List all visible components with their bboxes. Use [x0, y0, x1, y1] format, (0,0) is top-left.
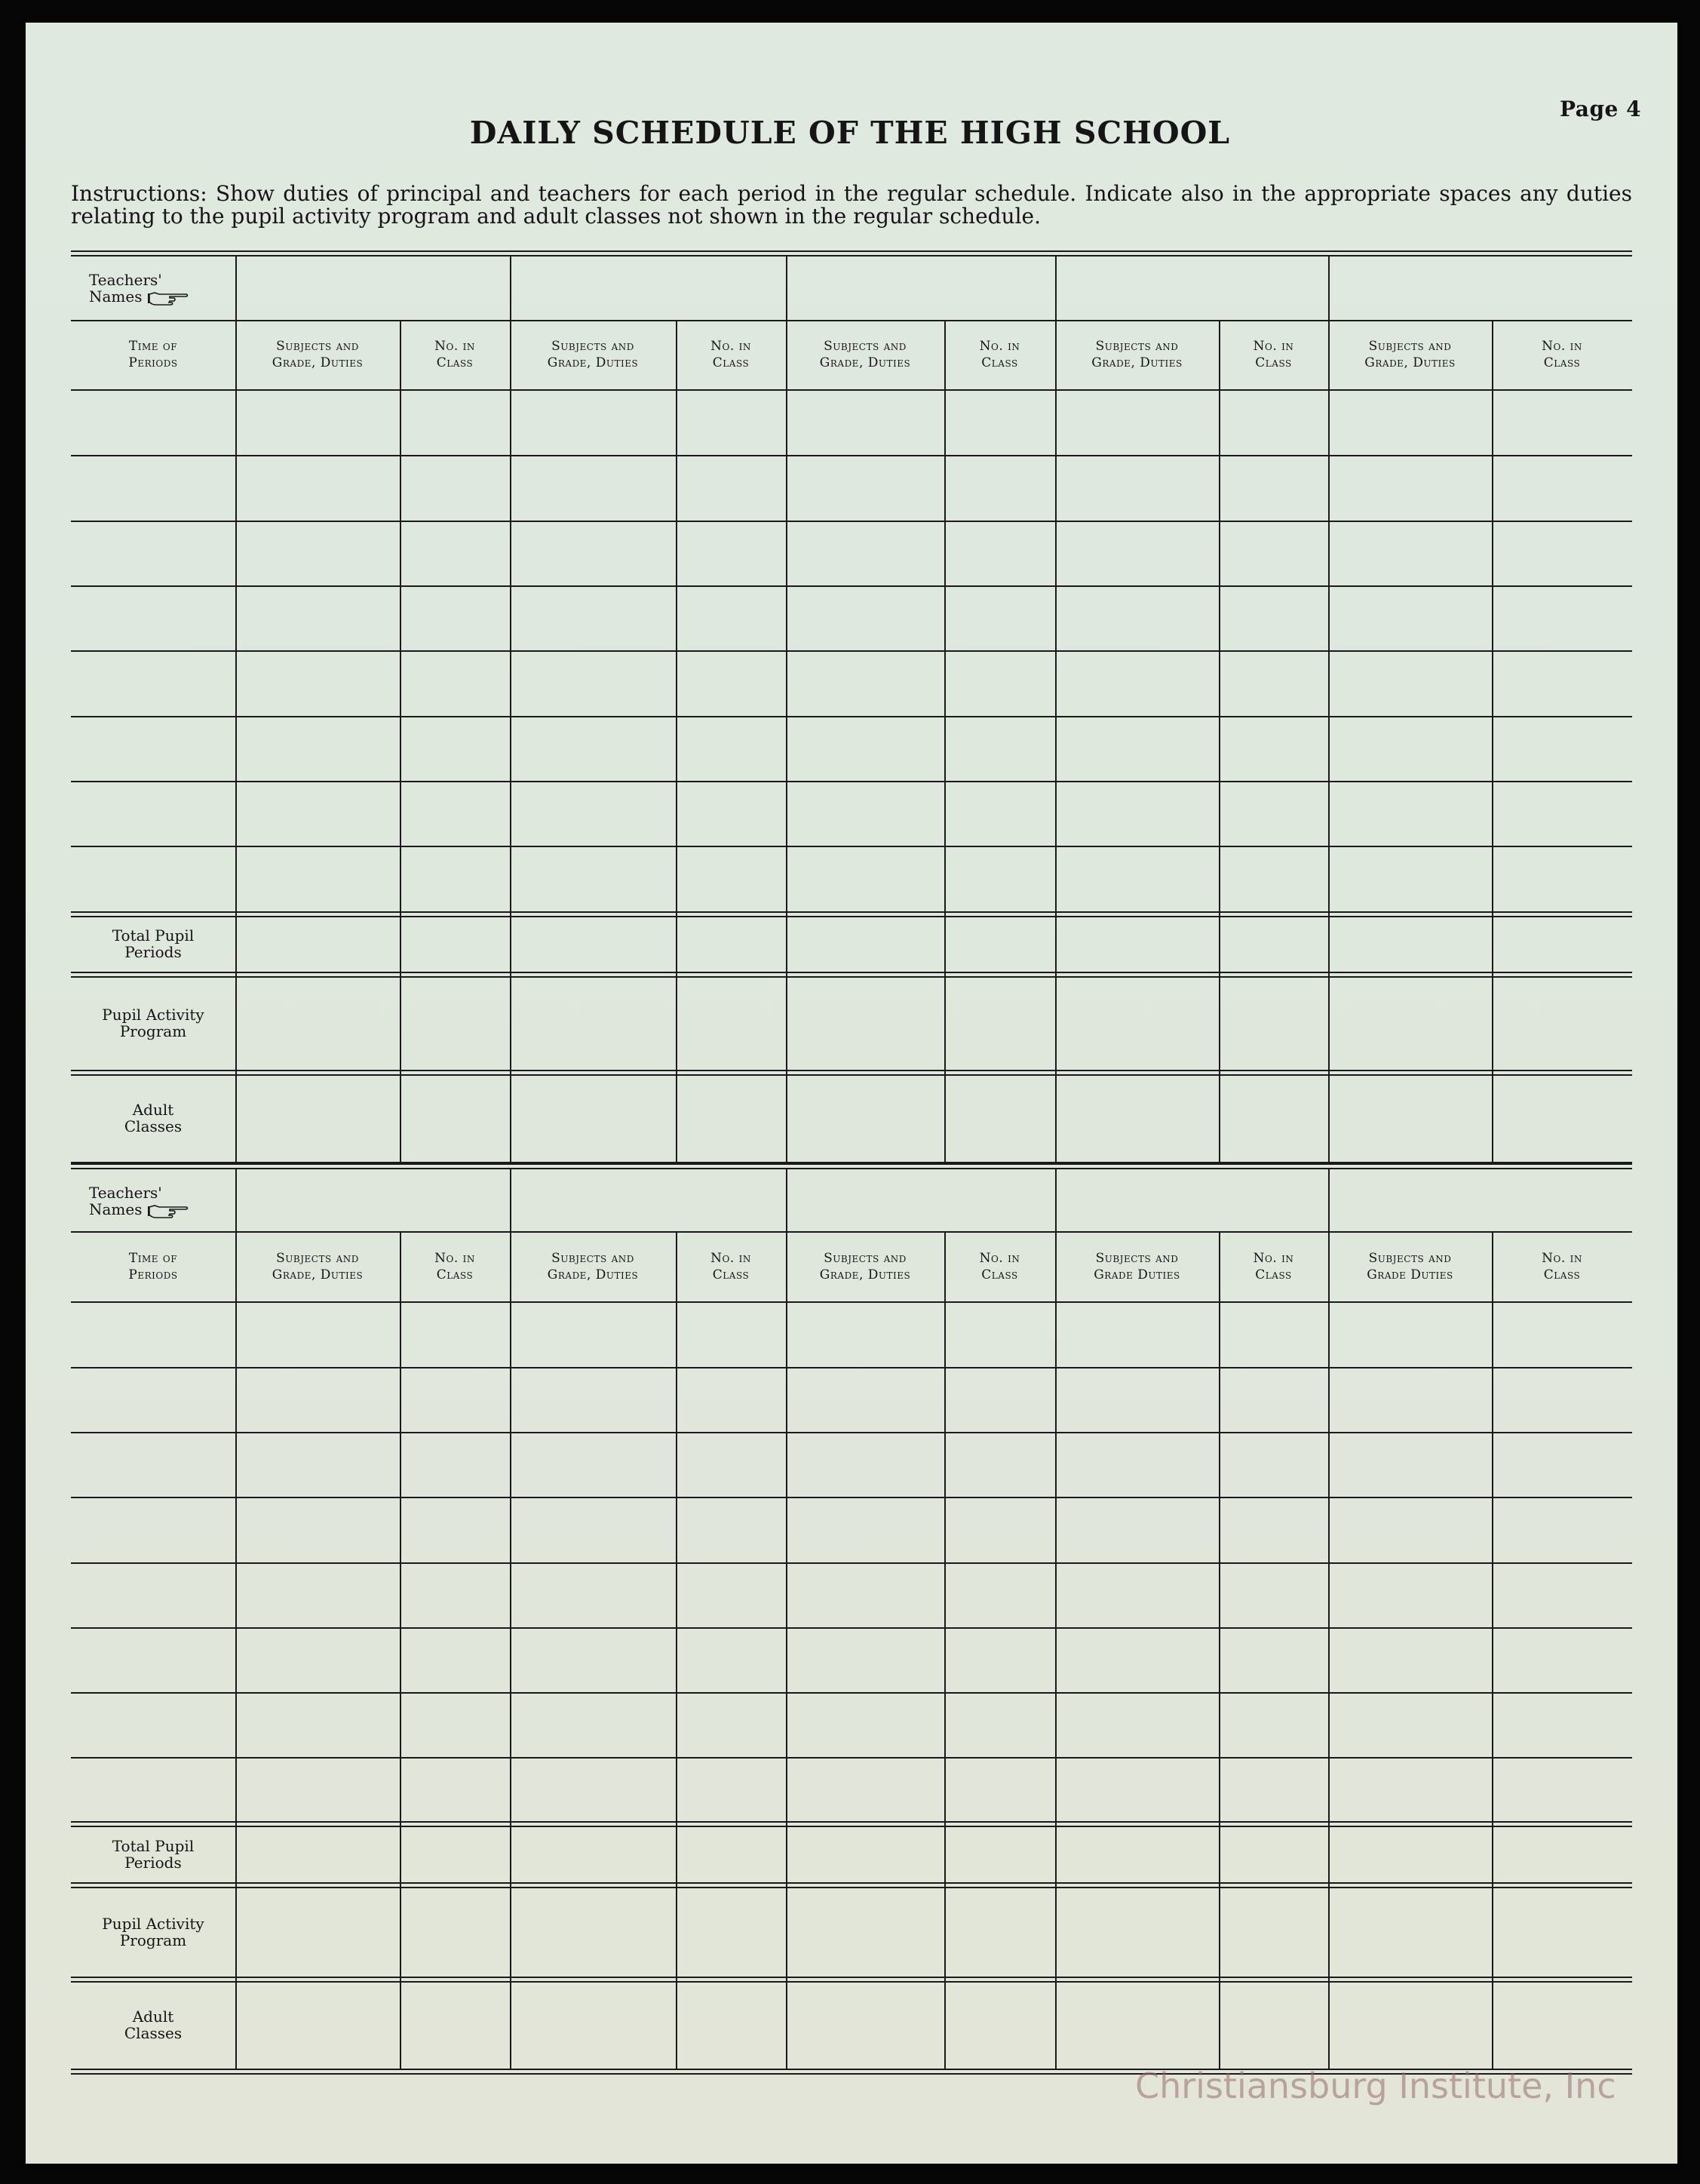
period-row-line — [71, 1692, 1632, 1694]
no-in-class-header: No. in Class — [1542, 1250, 1582, 1282]
teachers-names-label: Teachers' Names — [89, 272, 232, 306]
subjects-grade-duties-header: Subjects and Grade, Duties — [819, 339, 911, 370]
pointing-hand-icon — [147, 290, 189, 306]
total-double-line — [71, 1821, 1632, 1823]
header-row-bottom-line — [71, 389, 1632, 391]
adult-double-line — [71, 1977, 1632, 1978]
adult-top-line — [71, 1981, 1632, 1983]
activity-double-line — [71, 1882, 1632, 1884]
time-of-periods-header: Time of Periods — [128, 339, 178, 370]
section-top-line — [71, 255, 1632, 256]
column-line — [235, 255, 237, 1162]
adult-double-line — [71, 1070, 1632, 1071]
page-title: DAILY SCHEDULE OF THE HIGH SCHOOL — [469, 115, 1231, 151]
no-in-class-header: No. in Class — [434, 339, 475, 370]
total-top-line — [71, 1826, 1632, 1827]
no-in-class-header: No. in Class — [979, 1250, 1020, 1282]
section-top-line — [71, 1168, 1632, 1169]
period-row-line — [71, 1562, 1632, 1564]
adult-classes-label: Adult Classes — [124, 1101, 183, 1135]
no-in-class-header: No. in Class — [1542, 339, 1582, 370]
total-pupil-periods-label: Total Pupil Periods — [112, 926, 195, 961]
subjects-grade-duties-header: Subjects and Grade, Duties — [272, 339, 364, 370]
period-row-line — [71, 1432, 1632, 1433]
subjects-grade-duties-header: Subjects and Grade, Duties — [272, 1250, 364, 1282]
period-row-line — [71, 1367, 1632, 1368]
subjects-grade-duties-header: Subjects and Grade, Duties — [1364, 339, 1456, 370]
activity-top-line — [71, 976, 1632, 978]
column-line — [510, 255, 511, 1162]
no-in-class-header: No. in Class — [1253, 339, 1294, 370]
no-in-class-header: No. in Class — [710, 1250, 751, 1282]
period-row-line — [71, 1497, 1632, 1498]
period-row-line — [71, 716, 1632, 717]
no-in-class-header: No. in Class — [979, 339, 1020, 370]
subjects-grade-duties-header: Subjects and Grade, Duties — [547, 1250, 639, 1282]
instructions-text: Instructions: Show duties of principal and teachers for each period in the regular schedule. Indicate also in the appropriate spaces any duties relating to the pupil activity program and adult classes not shown in the regular schedule. — [71, 181, 1632, 229]
column-line — [786, 1168, 787, 2069]
pupil-activity-program-label: Pupil Activity Program — [102, 1006, 204, 1040]
period-row-line — [71, 521, 1632, 522]
column-line — [400, 320, 401, 1162]
column-line — [400, 1231, 401, 2069]
period-row-line — [71, 1757, 1632, 1759]
column-line — [944, 320, 946, 1162]
no-in-class-header: No. in Class — [1253, 1250, 1294, 1282]
no-in-class-header: No. in Class — [434, 1250, 475, 1282]
column-line — [1055, 1168, 1057, 2069]
column-line — [944, 1231, 946, 2069]
subjects-grade-duties-header: Subjects and Grade Duties — [1094, 1250, 1180, 1282]
column-line — [1219, 1231, 1220, 2069]
section-top-double-line — [71, 250, 1632, 252]
pupil-activity-program-label: Pupil Activity Program — [102, 1914, 204, 1949]
period-row-line — [71, 1627, 1632, 1629]
column-line — [676, 320, 677, 1162]
period-row-line — [71, 585, 1632, 587]
subjects-grade-duties-header: Subjects and Grade, Duties — [819, 1250, 911, 1282]
activity-double-line — [71, 972, 1632, 973]
period-row-line — [71, 455, 1632, 456]
total-top-line — [71, 916, 1632, 917]
subjects-grade-duties-header: Subjects and Grade, Duties — [1091, 339, 1183, 370]
column-line — [1328, 255, 1330, 1162]
column-line — [1492, 1231, 1493, 2069]
adult-top-line — [71, 1074, 1632, 1076]
column-line — [1328, 1168, 1330, 2069]
no-in-class-header: No. in Class — [710, 339, 751, 370]
header-row-bottom-line — [71, 1301, 1632, 1303]
period-row-line — [71, 846, 1632, 847]
activity-top-line — [71, 1887, 1632, 1888]
period-row-line — [71, 650, 1632, 652]
time-of-periods-header: Time of Periods — [128, 1250, 178, 1282]
total-double-line — [71, 911, 1632, 913]
teachers-names-label: Teachers' Names — [89, 1184, 232, 1219]
adult-classes-label: Adult Classes — [124, 2007, 183, 2042]
section-top-double-line — [71, 1163, 1632, 1165]
pointing-hand-icon — [147, 1203, 189, 1219]
column-line — [1492, 320, 1493, 1162]
subjects-grade-duties-header: Subjects and Grade, Duties — [547, 339, 639, 370]
period-row-line — [71, 781, 1632, 782]
column-line — [235, 1168, 237, 2069]
page-number: Page 4 — [1560, 97, 1642, 121]
total-pupil-periods-label: Total Pupil Periods — [112, 1836, 195, 1872]
subjects-grade-duties-header: Subjects and Grade Duties — [1367, 1250, 1453, 1282]
watermark: Christiansburg Institute, Inc — [1135, 2066, 1616, 2106]
column-line — [510, 1168, 511, 2069]
column-line — [1219, 320, 1220, 1162]
column-line — [1055, 255, 1057, 1162]
column-line — [676, 1231, 677, 2069]
column-line — [786, 255, 787, 1162]
